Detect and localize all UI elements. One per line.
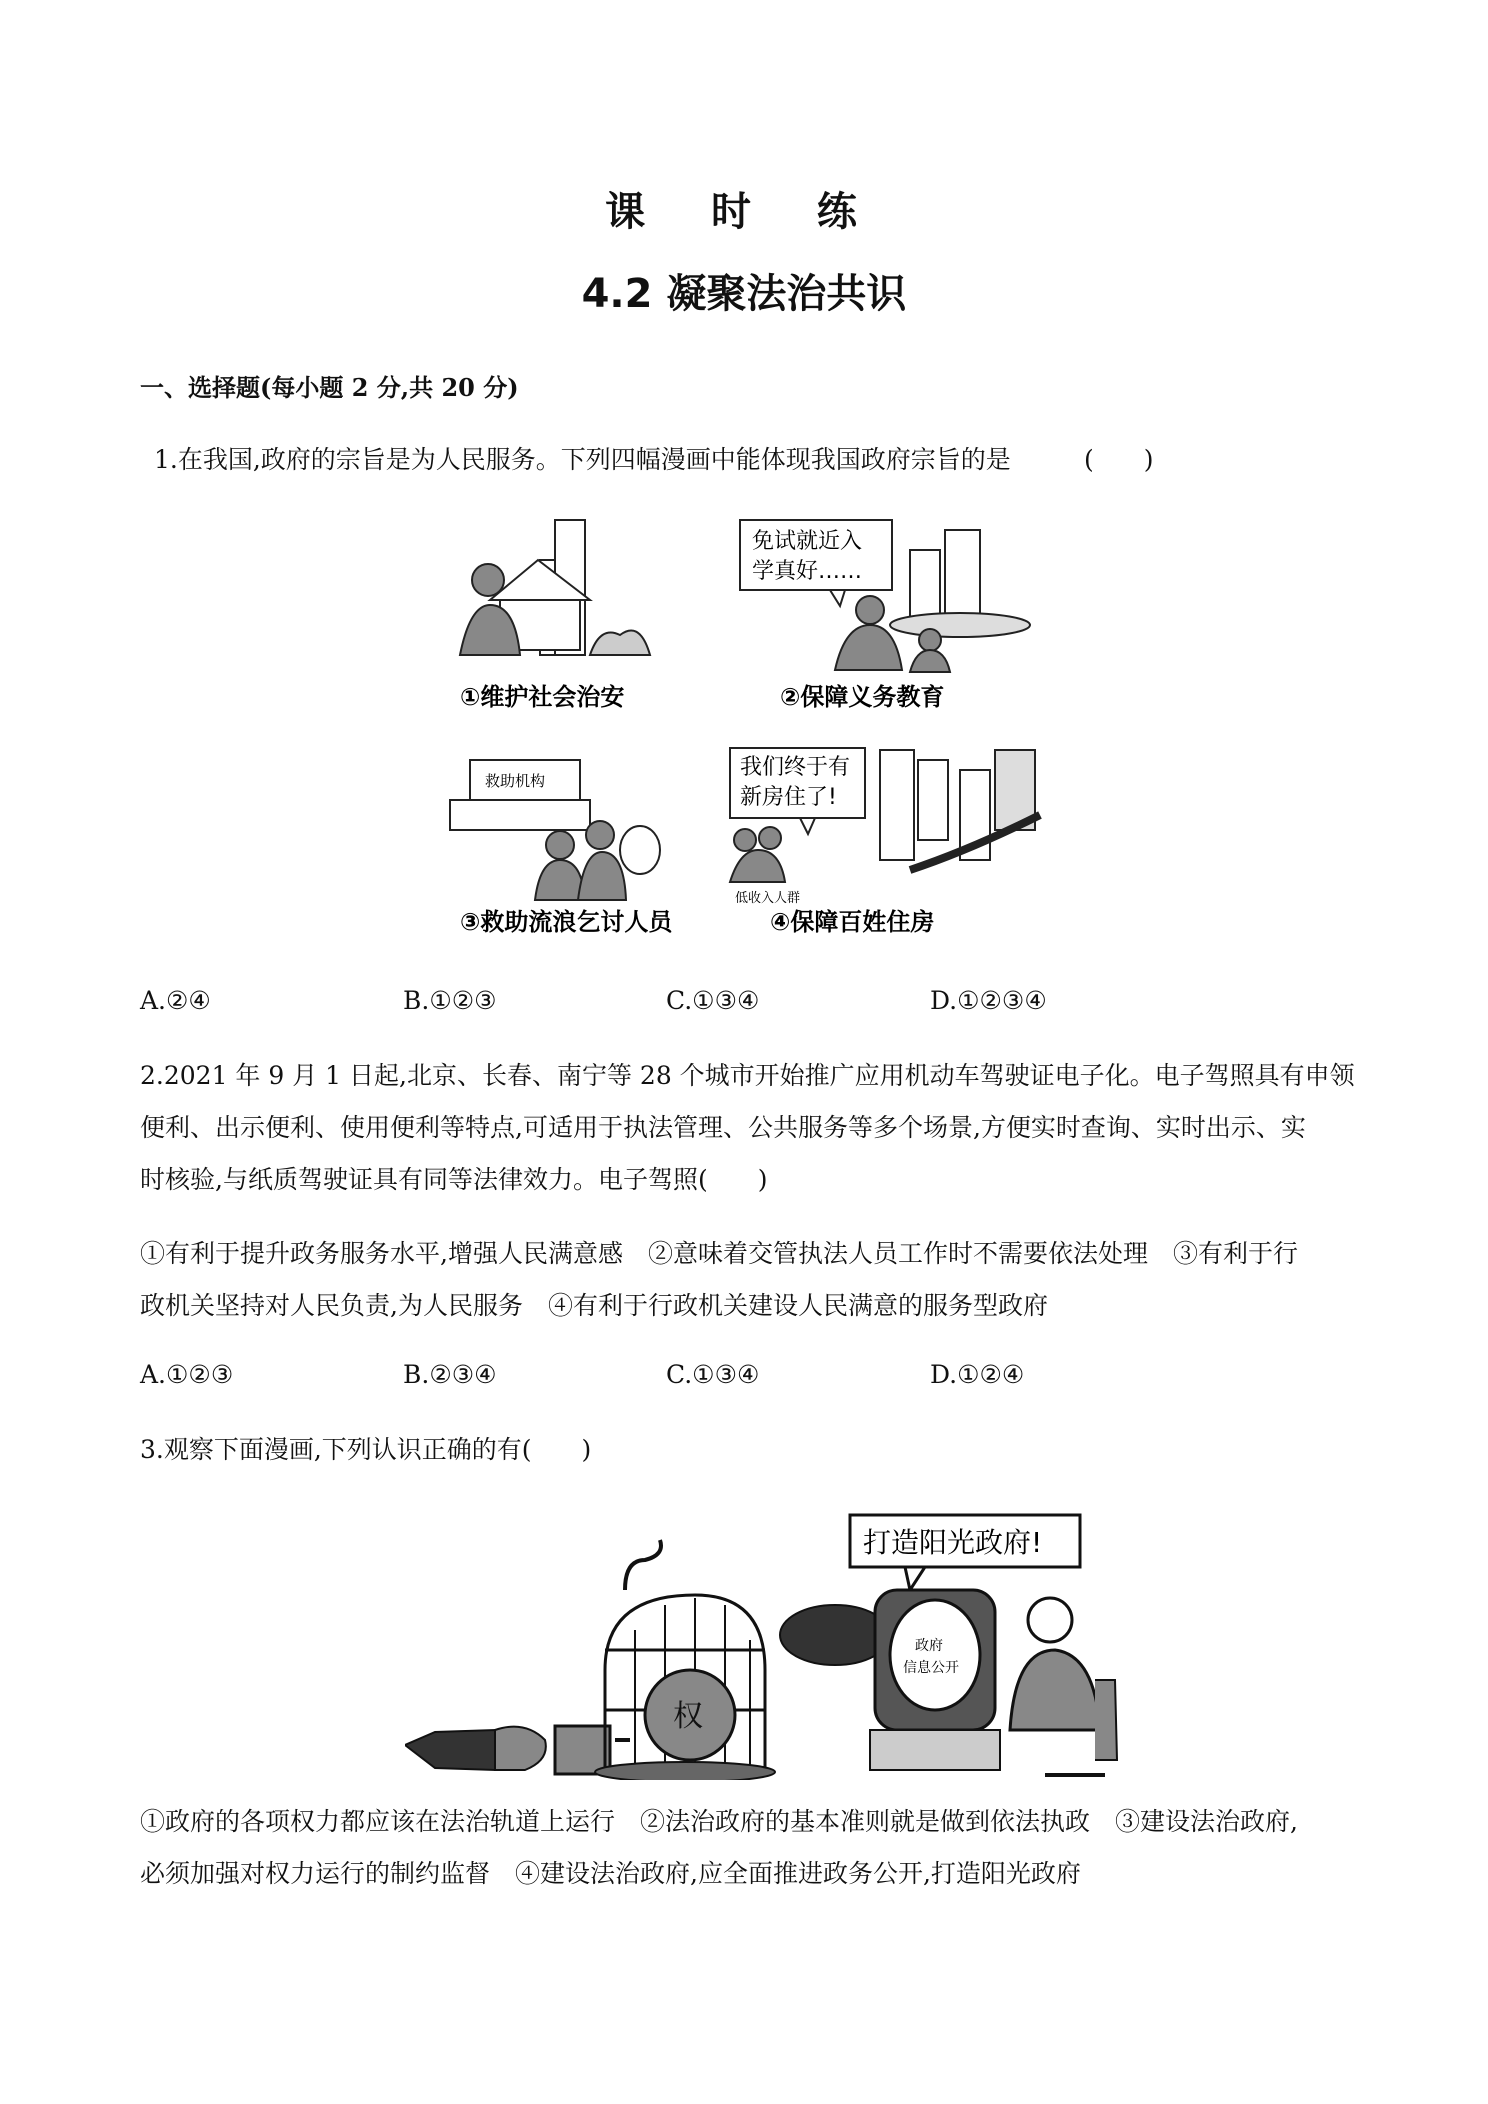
q2-option-c[interactable]: C.①③④ — [666, 1360, 760, 1389]
question-2-line-1: 2.2021 年 9 月 1 日起,北京、长春、南宁等 28 个城市开始推广应用机动车驾驶证电子化。电子驾照具有申领 — [140, 1061, 1355, 1090]
cartoon-panel-compulsory-education — [740, 520, 1030, 672]
q3-screen-text-2: 信息公开 — [903, 1660, 959, 1676]
svg-text:权: 权 — [673, 1699, 703, 1734]
question-1-stem: 1.在我国,政府的宗旨是为人民服务。下列四幅漫画中能体现我国政府宗旨的是 — [154, 445, 1011, 474]
q3-speech-bubble: 打造阳光政府! — [863, 1526, 1043, 1559]
question-1-cartoon-grid — [440, 510, 1060, 950]
panel-3-sign: 救助机构 — [485, 772, 546, 790]
panel-2-bubble-line1: 免试就近入 — [752, 529, 863, 554]
panel-2-caption: ②保障义务教育 — [780, 683, 945, 711]
question-2-statements-1: ①有利于提升政务服务水平,增强人民满意感 ②意味着交管执法人员工作时不需要依法处理 ③有利于行 — [140, 1239, 1298, 1268]
panel-4-bubble-line2: 新房住了! — [740, 785, 837, 810]
lesson-title: 4.2 凝聚法治共识 — [581, 271, 907, 317]
panel-4-caption: ④保障百姓住房 — [770, 908, 935, 936]
question-3-statements-2: 必须加强对权力运行的制约监督 ④建设法治政府,应全面推进政务公开,打造阳光政府 — [140, 1859, 1081, 1888]
panel-2-bubble-line2: 学真好…… — [752, 559, 863, 584]
question-2-line-2: 便利、出示便利、使用便利等特点,可适用于执法管理、公共服务等多个场景,方便实时查询、实时出示、实 — [140, 1113, 1306, 1142]
q2-option-d[interactable]: D.①②④ — [930, 1360, 1025, 1389]
question-1-blank: ( ) — [1084, 445, 1154, 474]
q1-option-d[interactable]: D.①②③④ — [930, 986, 1047, 1015]
q1-option-c[interactable]: C.①③④ — [666, 986, 760, 1015]
panel-4-bubble-line1: 我们终于有 — [740, 755, 851, 780]
panel-4-group-label: 低收入人群 — [735, 891, 801, 906]
sunshine-government-cartoon — [780, 1515, 1117, 1775]
q2-option-b[interactable]: B.②③④ — [403, 1360, 497, 1389]
cartoon-panel-public-security — [460, 520, 650, 655]
panel-1-caption: ①维护社会治安 — [460, 683, 625, 711]
q3-screen-text-1: 政府 — [915, 1638, 943, 1654]
section-heading: 一、选择题(每小题 2 分,共 20 分) — [140, 373, 519, 402]
caged-power-cartoon — [405, 1540, 775, 1780]
cartoon-panel-housing — [730, 748, 1040, 906]
q2-option-a[interactable]: A.①②③ — [140, 1360, 234, 1389]
panel-3-caption: ③救助流浪乞讨人员 — [460, 908, 673, 936]
question-2-line-3: 时核验,与纸质驾驶证具有同等法律效力。电子驾照( ) — [140, 1165, 768, 1194]
question-3-statements-1: ①政府的各项权力都应该在法治轨道上运行 ②法治政府的基本准则就是做到依法执政 ③建设法治政府, — [140, 1807, 1298, 1836]
question-2-statements-2: 政机关坚持对人民负责,为人民服务 ④有利于行政机关建设人民满意的服务型政府 — [140, 1291, 1048, 1320]
question-3-stem: 3.观察下面漫画,下列认识正确的有( ) — [140, 1435, 592, 1464]
page-title: 课 时 练 — [605, 188, 883, 235]
q1-option-b[interactable]: B.①②③ — [403, 986, 497, 1015]
cartoon-panel-rescue-homeless — [450, 760, 660, 900]
q1-option-a[interactable]: A.②④ — [140, 986, 211, 1015]
question-3-cartoon — [405, 1500, 1125, 1780]
